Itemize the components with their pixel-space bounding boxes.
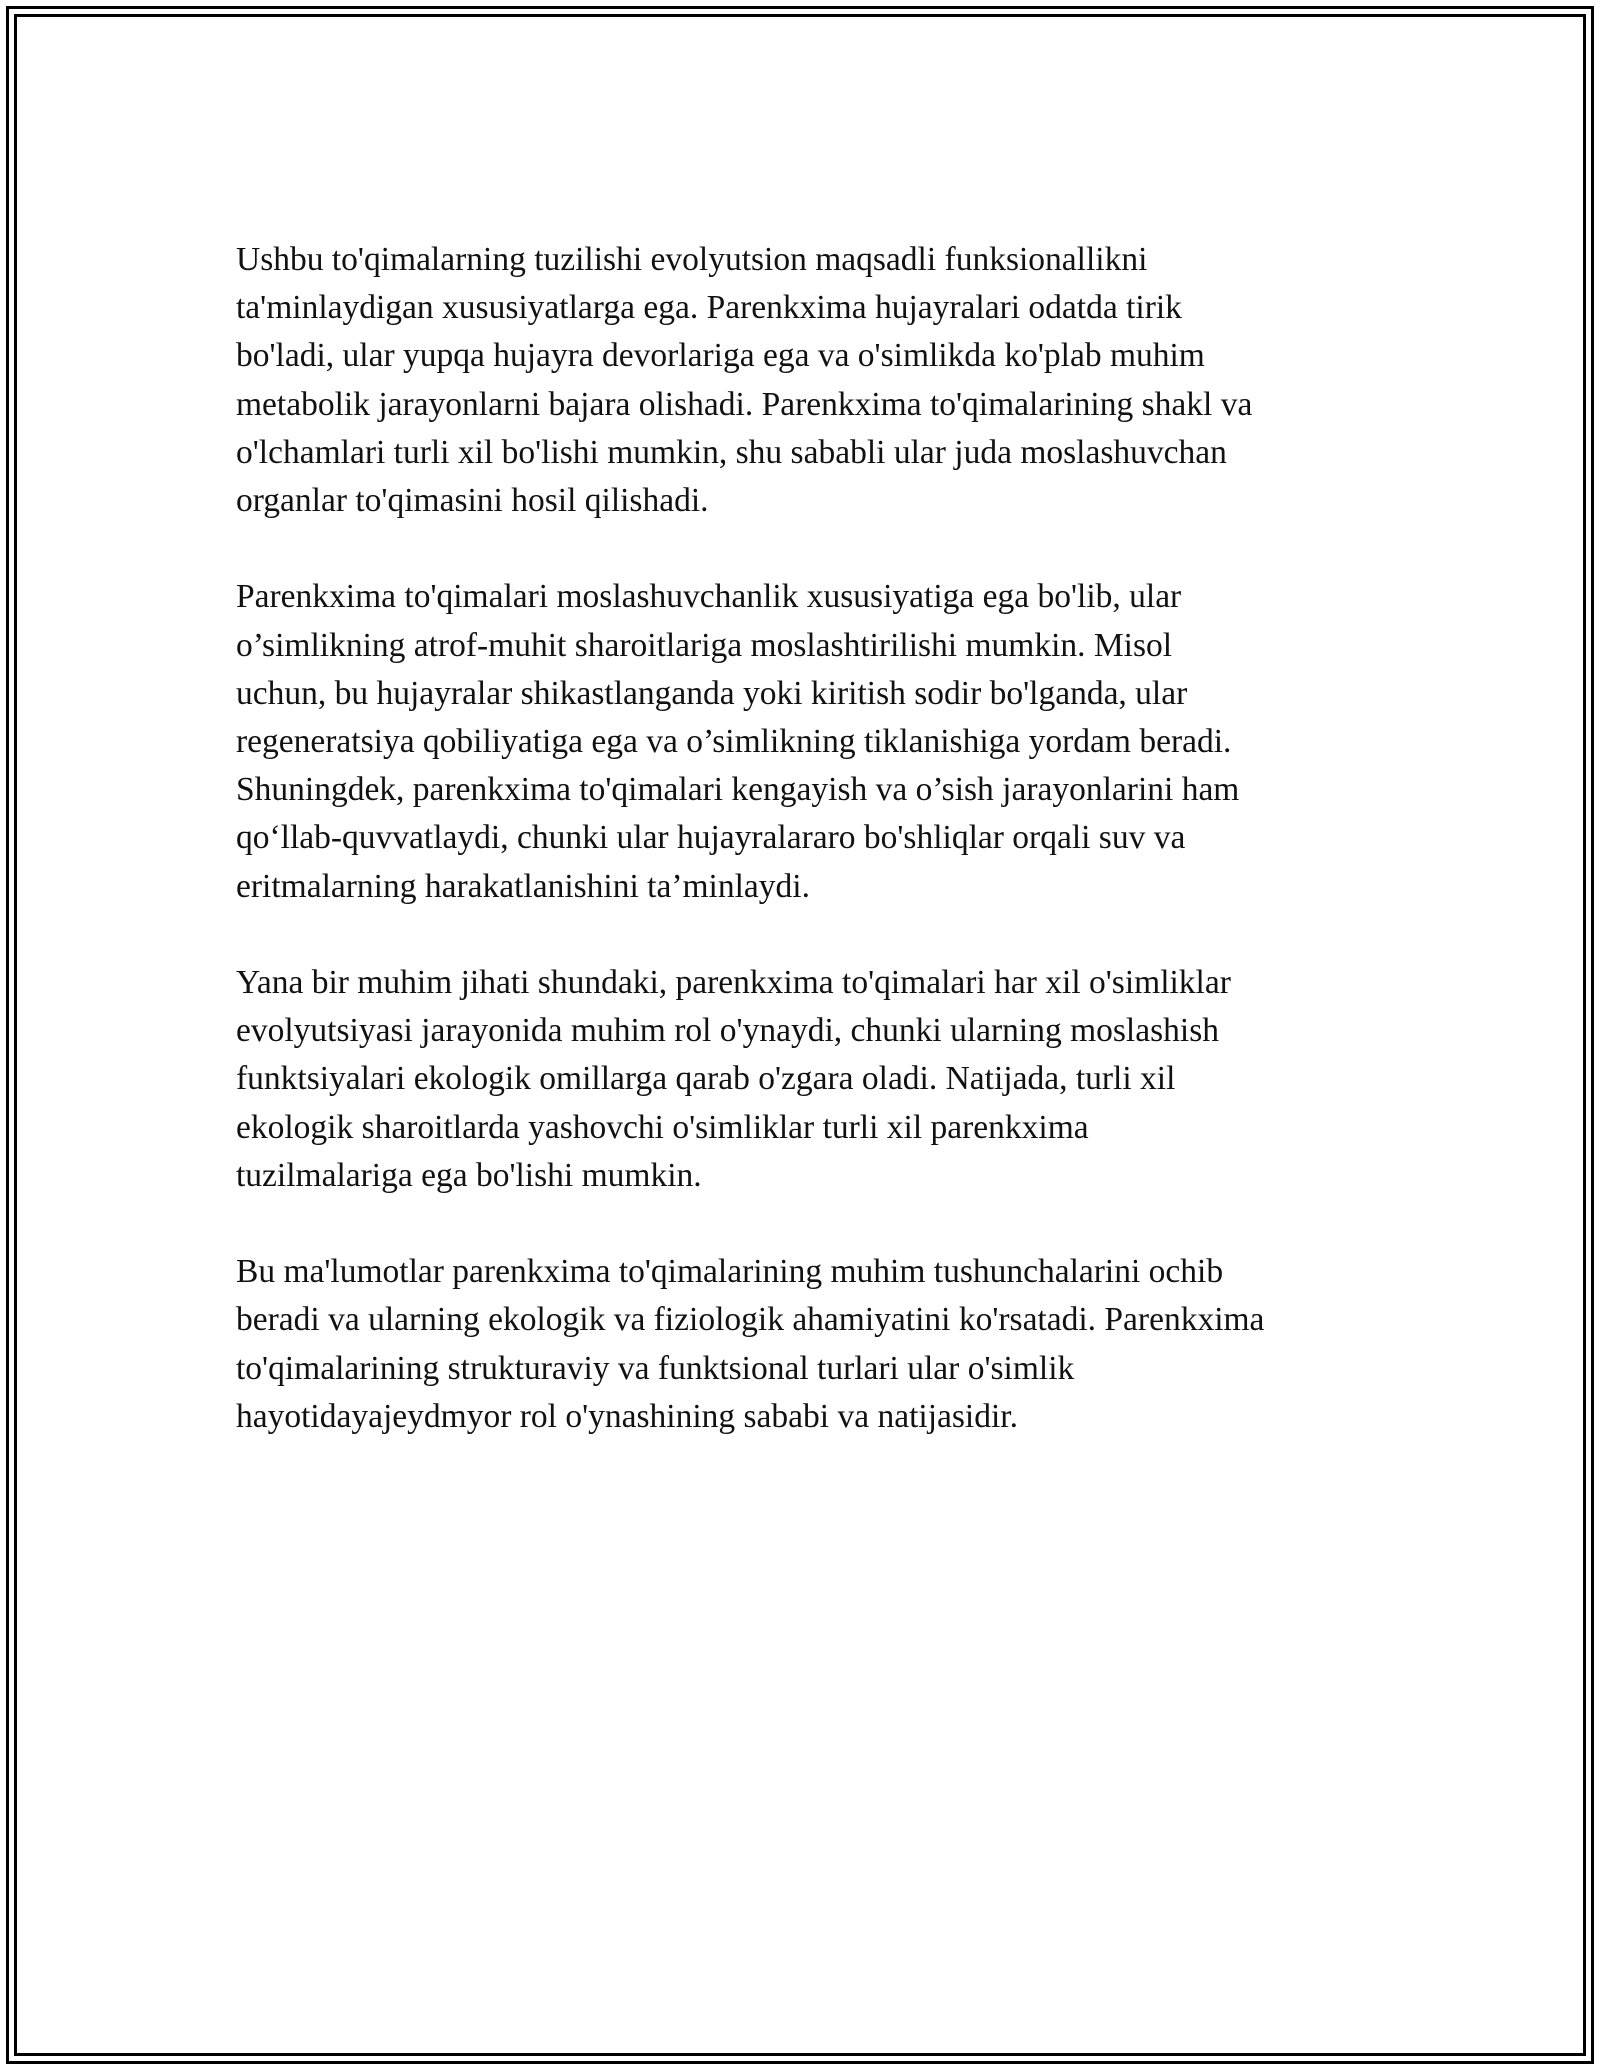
paragraph-line: metabolik jarayonlarni bajara olishadi. Parenkxima to'qimalarining shakl va xyxy=(236,385,1253,423)
paragraph-line: beradi va ularning ekologik va fiziologik ahamiyatini ko'rsatadi. Parenkxima xyxy=(236,1301,1265,1339)
paragraph-line: o'lchamlari turli xil bo'lishi mumkin, shu sababli ular juda moslashuvchan xyxy=(236,433,1227,471)
paragraph-1 xyxy=(236,236,1386,525)
paragraph-line: uchun, bu hujayralar shikastlanganda yoki kiritish sodir bo'lganda, ular xyxy=(236,674,1188,712)
paragraph-line: qo‘llab-quvvatlaydi, chunki ular hujayralararo bo'shliqlar orqali suv va xyxy=(236,819,1186,857)
paragraph-2 xyxy=(236,573,1386,910)
paragraph-line: ekologik sharoitlarda yashovchi o'simliklar turli xil parenkxima xyxy=(236,1108,1089,1146)
paragraph-line: hayotidayajeydmyor rol o'ynashining sababi va natijasidir. xyxy=(236,1397,1018,1435)
paragraph-line: Yana bir muhim jihati shundaki, parenkxima to'qimalari har xil o'simliklar xyxy=(236,964,1231,1002)
paragraph-line: funktsiyalari ekologik omillarga qarab o'zgara oladi. Natijada, turli xil xyxy=(236,1060,1176,1098)
paragraph-line: to'qimalarining strukturaviy va funktsional turlari ular o'simlik xyxy=(236,1349,1075,1387)
paragraph-line: tuzilmalariga ega bo'lishi mumkin. xyxy=(236,1156,702,1194)
paragraph-line: Shuningdek, parenkxima to'qimalari kengayish va o’sish jarayonlarini ham xyxy=(236,771,1240,809)
paragraph-line: organlar to'qimasini hosil qilishadi. xyxy=(236,482,709,520)
paragraph-line: o’simlikning atrof-muhit sharoitlariga moslashtirilishi mumkin. Misol xyxy=(236,626,1173,664)
document-body xyxy=(236,236,1386,1489)
paragraph-3 xyxy=(236,959,1386,1200)
paragraph-line: eritmalarning harakatlanishini ta’minlaydi. xyxy=(236,867,810,905)
paragraph-line: evolyutsiyasi jarayonida muhim rol o'ynaydi, chunki ularning moslashish xyxy=(236,1012,1219,1050)
paragraph-line: ta'minlaydigan xususiyatlarga ega. Parenkxima hujayralari odatda tirik xyxy=(236,289,1182,327)
paragraph-line: bo'ladi, ular yupqa hujayra devorlariga ega va o'simlikda ko'plab muhim xyxy=(236,337,1205,375)
paragraph-line: Parenkxima to'qimalari moslashuvchanlik xususiyatiga ega bo'lib, ular xyxy=(236,578,1182,616)
paragraph-line: regeneratsiya qobiliyatiga ega va o’simlikning tiklanishiga yordam beradi. xyxy=(236,723,1232,761)
paragraph-4 xyxy=(236,1248,1386,1441)
paragraph-line: Bu ma'lumotlar parenkxima to'qimalarining muhim tushunchalarini ochib xyxy=(236,1253,1224,1291)
paragraph-line: Ushbu to'qimalarning tuzilishi evolyutsion maqsadli funksionallikni xyxy=(236,241,1148,278)
